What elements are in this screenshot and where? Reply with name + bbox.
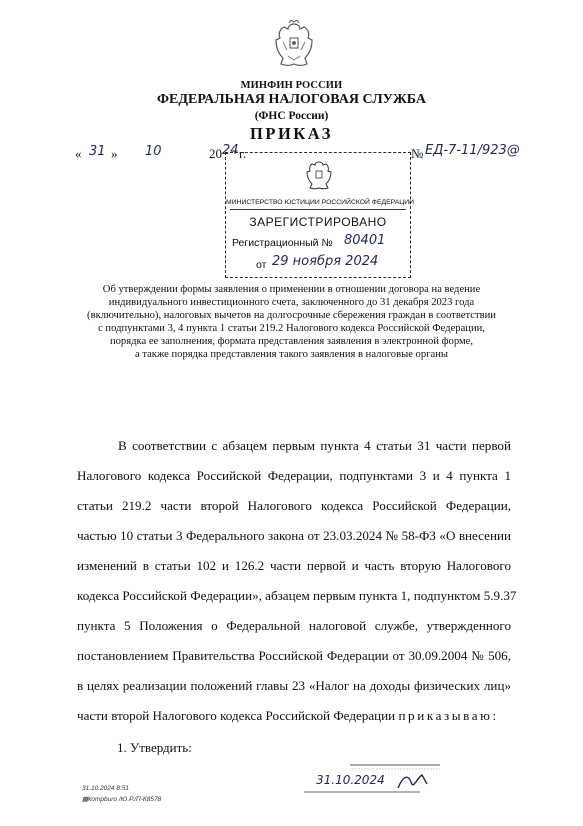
stamp-reg-label: Регистрационный № [232,237,333,249]
date-year-mark: г. [239,146,247,161]
date-year-suffix: 24 [222,143,239,158]
document-title [70,283,513,361]
title-line: с подпунктами 3, 4 пункта 1 статьи 219.2 Налогового кодекса Российской Федерации, [98,323,485,334]
stamp-reg-number: 80401 [344,233,386,248]
body-line: В соответствии с абзацем первым пункта 4 статьи 31 части первой [118,438,511,453]
stamp-emblem-icon [305,159,333,193]
body-line-last [77,707,511,725]
body-line: статьи 219.2 части второй Налогового кодекса Российской Федерации, [77,498,511,513]
footer-timestamp: 31.10.2024 8:51 [82,785,129,792]
footer-user: ▩kompburo /Ю.Р./П-К8578 [82,796,162,803]
open-quote: « [75,146,82,161]
body-line: изменений в статьи 102 и 126.2 части первой и часть вторую Налогового [77,558,511,573]
body-line: в целях реализации положений главы 23 «Налог на доходы физических лиц» [77,678,511,693]
title-line: а также порядка представления такого заявления в налоговые органы [135,349,448,360]
stamp-date-label: от [256,259,267,271]
body-line: частью 10 статьи 3 Федерального закона от 23.03.2024 № 58-ФЗ «О внесении [77,528,511,543]
item-1: 1. Утвердить: [117,740,192,755]
incoming-stamp [300,762,442,802]
body-line: Налогового кодекса Российской Федерации, подпунктами 3 и 4 пункта 1 [77,468,511,483]
stamp-divider [230,209,406,210]
service-short-name: (ФНС России) [254,110,329,122]
stamp-ministry-name: МИНИСТЕРСТВО ЮСТИЦИИ РОССИЙСКОЙ ФЕДЕРАЦИИ [226,199,415,206]
stamp-status: ЗАРЕГИСТРИРОВАНО [249,215,387,229]
date-day: 31 [89,144,106,159]
body-last-text: части второй Налогового кодекса Российской Федерации [77,708,399,723]
coat-of-arms-emblem [273,20,315,72]
title-line: (включительно), налоговых вычетов на долгосрочные сбережения граждан в соответствии [87,310,496,321]
title-line: порядка ее заполнения, формата представления заявления в электронной форме, [109,336,474,347]
service-name: ФЕДЕРАЛЬНАЯ НАЛОГОВАЯ СЛУЖБА [157,92,426,107]
order-verb: приказываю: [398,708,499,723]
body-line: кодекса Российской Федерации», абзацем первым пункта 1, подпунктом 5.9.37 [77,588,517,603]
ministry-name: МИНФИН РОССИИ [240,80,343,91]
title-line: Об утверждении формы заявления о применении в отношении договора на ведение [102,284,481,295]
printer-icon: ▩ [82,796,89,803]
close-quote: » [111,146,118,161]
incoming-stamp-date: 31.10.2024 [316,773,385,787]
title-line: индивидуального инвестиционного счета, заключенного до 31 декабря 2023 года [108,297,475,308]
order-number: ЕД-7-11/923@ [425,143,520,158]
document-type-title: ПРИКАЗ [250,124,333,143]
date-month: 10 [145,144,162,159]
stamp-date-value: 29 ноября 2024 [272,254,379,269]
body-line: постановлением Правительства Российской Федерации от 30.09.2004 № 506, [77,648,511,663]
number-sign: № [411,146,424,161]
registration-stamp [225,152,415,278]
body-line: пункта 5 Положения о Федеральной налоговой службе, утвержденного [77,618,511,633]
date-year-prefix: 20 [209,146,222,161]
